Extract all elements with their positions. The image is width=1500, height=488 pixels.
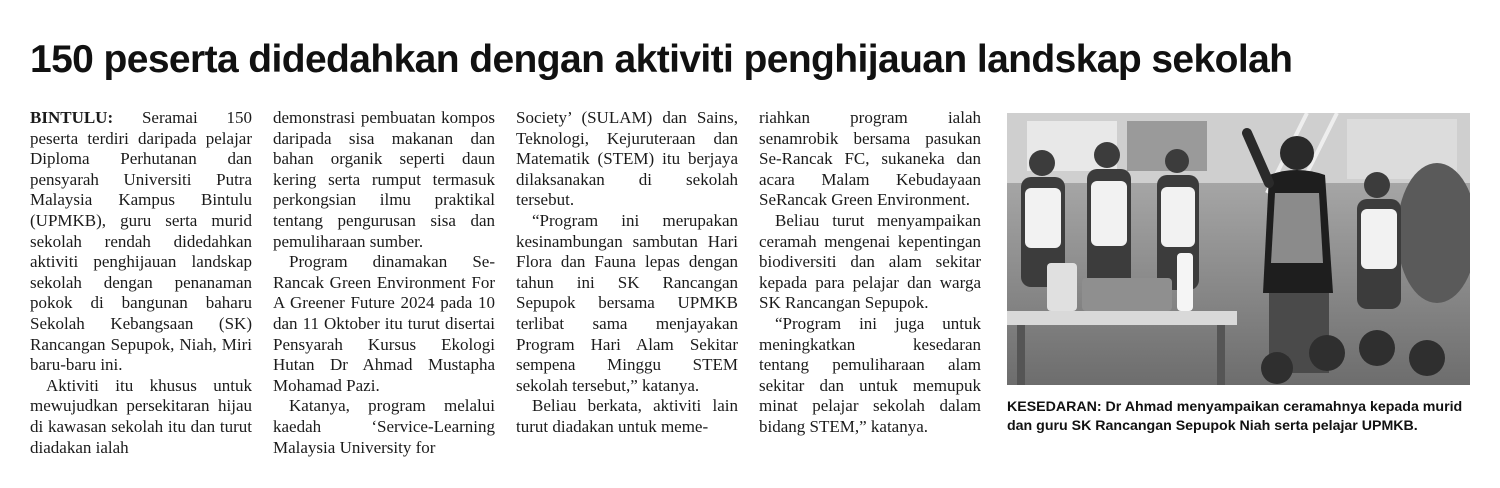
article-column-3 bbox=[516, 108, 738, 438]
caption-text: Dr Ahmad menyampaikan ceramahnya kepada murid dan guru SK Rancangan Sepupok Niah serta pelajar UPMKB. bbox=[1007, 399, 1463, 434]
article-paragraph: Beliau berkata, aktiviti lain turut diadakan untuk meme- bbox=[516, 396, 738, 436]
article-paragraph: demonstrasi pembuatan kompos daripada sisa makanan dan bahan organik seperti daun kering serta rumput termasuk perkongsian ilmu praktikal tentang pengurusan sisa dan pemuliharaan sumber. bbox=[273, 108, 495, 251]
dateline: BINTULU: bbox=[30, 108, 114, 127]
article-paragraph: Program dinamakan Se-Rancak Green Environment For A Greener Future 2024 pada 10 dan 11 Oktober itu turut disertai Pensyarah Kursus Ekologi Hutan Dr Ahmad Mustapha Mohamad Pazi. bbox=[273, 252, 495, 395]
article-paragraph: “Program ini merupakan kesinambungan sambutan Hari Flora dan Fauna lepas dengan tahun ini SK Rancangan Sepupok bersama UPMKB terlibat sama menjayakan Program Hari Alam Sekitar sempena Minggu STEM sekolah tersebut,” katanya. bbox=[516, 210, 738, 395]
photo-caption bbox=[1007, 398, 1470, 436]
news-photo-illustration bbox=[1007, 113, 1470, 385]
article-paragraph: Society’ (SULAM) dan Sains, Teknologi, Kejuruteraan dan Matematik (STEM) itu berjaya dilaksanakan di sekolah tersebut. bbox=[516, 108, 738, 210]
article-column-2 bbox=[273, 108, 495, 458]
article-column-4 bbox=[759, 108, 981, 438]
article-paragraph: “Program ini juga untuk meningkatkan kesedaran tentang pemuliharaan alam sekitar dan untuk memupuk minat pelajar sekolah dalam bidang STEM,” katanya. bbox=[759, 313, 981, 436]
caption-lead: KESEDARAN: bbox=[1007, 399, 1102, 415]
article-paragraph: Aktiviti itu khusus untuk mewujudkan persekitaran hijau di kawasan sekolah itu dan turut diadakan ialah bbox=[30, 375, 252, 457]
article-paragraph: Katanya, program melalui kaedah ‘Service-Learning Malaysia University for bbox=[273, 396, 495, 457]
article-paragraph: BINTULU: Seramai 150 peserta terdiri daripada pelajar Diploma Perhutanan dan pensyarah Universiti Putra Malaysia Kampus Bintulu (UPMKB), guru serta murid sekolah rendah didedahkan aktiviti penghijauan landskap sekolah dengan penanaman pokok di bangunan baharu Sekolah Kebangsaan (SK) Rancangan Sepupok, Niah, Miri baru-baru ini. bbox=[30, 108, 253, 375]
article-paragraph: Beliau turut menyampaikan ceramah mengenai kepentingan biodiversiti dan alam sekitar kepada para pelajar dan warga SK Rancangan Sepupok. bbox=[759, 210, 981, 313]
article-column-1 bbox=[30, 108, 252, 458]
headline: 150 peserta didedahkan dengan aktiviti penghijauan landskap sekolah bbox=[30, 38, 1293, 81]
news-photo bbox=[1007, 113, 1470, 385]
article-paragraph: riahkan program ialah senamrobik bersama pasukan Se-Rancak FC, sukaneka dan acara Malam Kebudayaan SeRancak Green Environment. bbox=[759, 108, 981, 210]
